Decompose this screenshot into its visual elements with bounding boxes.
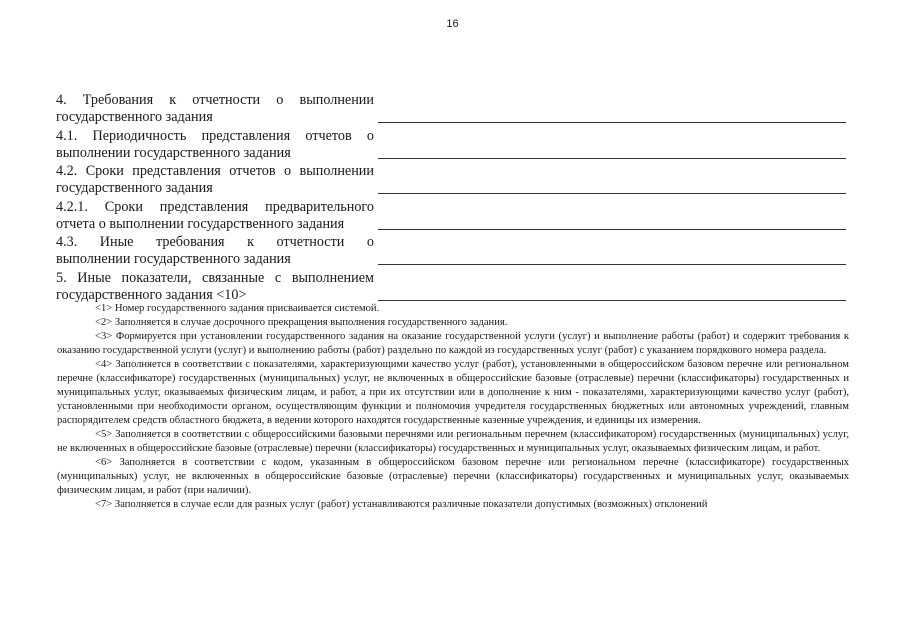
footnote: <7> Заполняется в случае если для разных услуг (работ) устанавливаются различные показатели допустимых (возможных) отклонений [95,499,708,510]
page-number: 16 [446,18,459,30]
requirement-label-line2: государственного задания <10> [56,286,247,303]
requirement-label-line2: государственного задания [56,109,213,125]
requirement-label-line1: 4. Требования к отчетности о выполнении [56,92,374,108]
requirement-row [56,128,846,164]
reporting-requirements [56,92,846,305]
fill-in-line [378,264,846,265]
requirement-row [56,270,846,306]
fill-in-line [378,229,846,230]
requirement-label-line1: 5. Иные показатели, связанные с выполнением [56,269,374,286]
footnote: <2> Заполняется в случае досрочного прекращения выполнения государственного задания. [95,317,508,328]
fill-in-line [378,193,846,194]
requirement-label [56,163,374,197]
footnote: <4> Заполняется в соответствии с показателями, характеризующими качество услуг (работ), установленными в общероссийском базовом перечне или региональном перечне (классификаторе) государственных (муниципальных) услуг, не включенных в общероссийские базовые (отраслевые) перечни (классификаторы) государственных и муниципальных услуг, оказываемых физическим лицам, и работ, а при их отсутствии или в дополнение к ним - показателями, характеризующими качество услуг (работ), установленными при необходимости органом, осуществляющим функции и полномочия учредителя государственных бюджетных или автономных учреждений, главным распорядителем средств областного бюджета, в ведении которого находятся государственные казенные учреждения, и единицы их измерения. [57,359,849,426]
fill-in-line [378,158,846,159]
requirement-label-line2: выполнении государственного задания [56,251,291,267]
requirement-row [56,92,846,128]
requirement-row [56,234,846,270]
requirement-row [56,199,846,235]
fill-in-line [378,122,846,123]
footnotes [57,302,849,512]
requirement-label [56,199,374,233]
requirement-label [56,92,374,126]
footnote: <6> Заполняется в соответствии с кодом, указанным в общероссийском базовом перечне или региональном перечне (классификаторе) государственных (муниципальных) услуг, не включенных в общероссийские базовые (отраслевые) перечни (классификаторы) государственных и муниципальных услуг, оказываемых физическим лицам, и работ (при наличии). [57,457,849,496]
footnote: <5> Заполняется в соответствии с общероссийскими базовыми перечнями или региональным перечнем (классификатором) государственных (муниципальных) услуг, не включенных в общероссийские базовые (отраслевые) перечни (классификаторы) государственных и муниципальных услуг, оказываемых физическим лицам, и работ. [57,429,849,454]
requirement-label-line2: отчета о выполнении государственного задания [56,215,345,232]
requirement-label-line1: 4.1. Периодичность представления отчетов о [56,127,374,144]
footnote: <1> Номер государственного задания присваивается системой. [95,303,380,314]
requirement-label-line2: государственного задания [56,180,213,196]
fill-in-line [378,300,846,301]
requirement-row [56,163,846,199]
footnote: <3> Формируется при установлении государственного задания на оказание государственной услуги (услуг) и выполнение работы (работ) и содержит требования к оказанию государственной услуги (услуг) и выполнению работы (работ) раздельно по каждой из государственных услуг (работ) с указанием порядкового номера раздела. [57,331,849,356]
requirement-label [56,270,374,304]
requirement-label [56,234,374,268]
requirement-label-line2: выполнении государственного задания [56,144,291,161]
requirement-label-line1: 4.3. Иные требования к отчетности о [56,234,374,250]
requirement-label [56,128,374,162]
requirement-label-line1: 4.2.1. Сроки представления предварительного [56,198,374,215]
requirement-label-line1: 4.2. Сроки представления отчетов о выполнении [56,163,374,179]
